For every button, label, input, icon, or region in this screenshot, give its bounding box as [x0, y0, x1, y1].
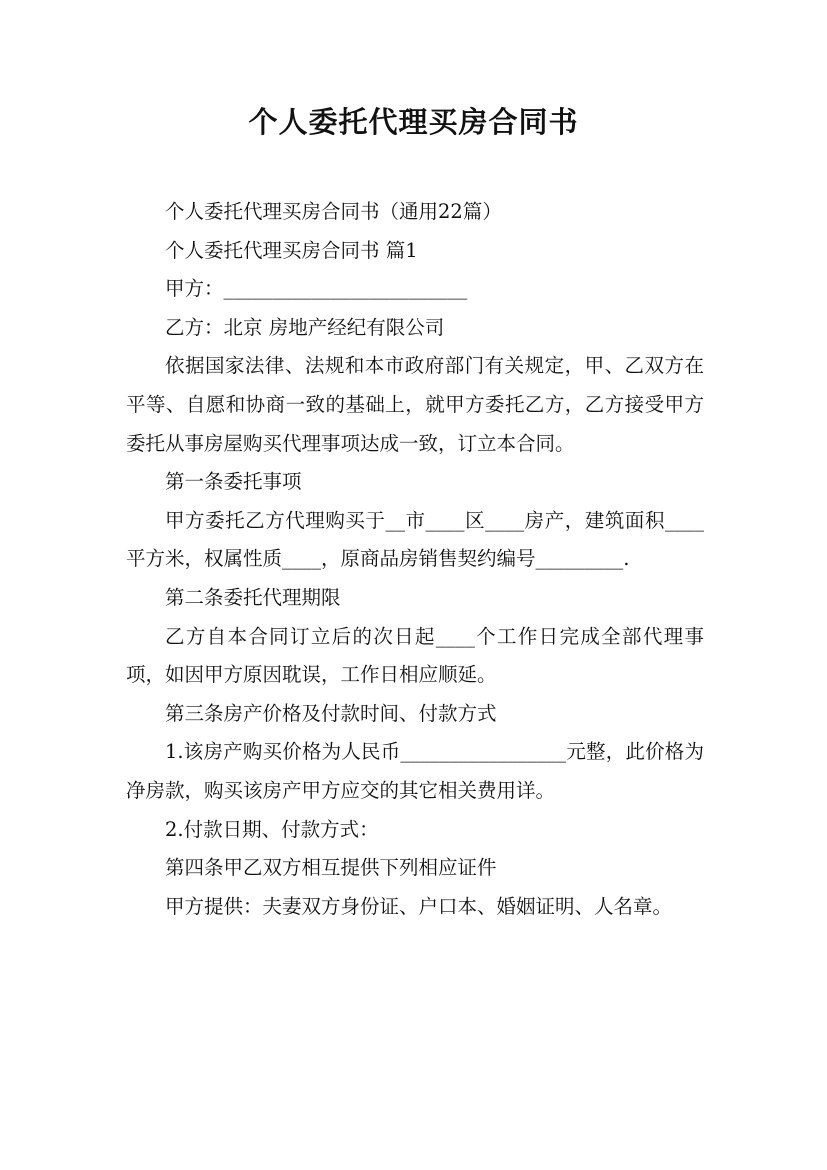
paragraph-article-4-heading: 第四条甲乙双方相互提供下列相应证件 — [165, 856, 497, 880]
document-title: 个人委托代理买房合同书 — [248, 105, 579, 139]
paragraph-party-b: 乙方：北京 房地产经纪有限公司 — [165, 315, 445, 339]
paragraph-article-3-item-1: 1.该房产购买价格为人民币_________________元整，此价格为净房款，购买该房产甲方应交的其它相关费用详。 — [126, 740, 704, 802]
paragraph-article-4-body: 甲方提供：夫妻双方身份证、户口本、婚姻证明、人名章。 — [165, 894, 673, 918]
paragraph-preamble: 依据国家法律、法规和本市政府部门有关规定，甲、乙双方在平等、自愿和协商一致的基础上，就甲方委托乙方，乙方接受甲方委托从事房屋购买代理事项达成一致，订立本合同。 — [126, 354, 704, 455]
paragraph-article-3-heading: 第三条房产价格及付款时间、付款方式 — [165, 701, 497, 725]
paragraph-article-2-body: 乙方自本合同订立后的次日起____个工作日完成全部代理事项，如因甲方原因耽误，工作日相应顺延。 — [126, 624, 704, 687]
paragraph-section-heading: 个人委托代理买房合同书 篇1 — [165, 238, 418, 262]
paragraph-party-a: 甲方：_________________________ — [165, 277, 468, 301]
paragraph-article-1-heading: 第一条委托事项 — [165, 470, 302, 494]
paragraph-subtitle: 个人委托代理买房合同书（通用22篇） — [165, 200, 502, 223]
paragraph-article-2-heading: 第二条委托代理期限 — [165, 585, 341, 609]
paragraph-article-1-body: 甲方委托乙方代理购买于__市____区____房产，建筑面积____平方米，权属性质____，原商品房销售契约编号_________. — [126, 508, 704, 571]
paragraph-article-3-item-2: 2.付款日期、付款方式： — [165, 817, 379, 841]
document-body — [126, 193, 704, 926]
